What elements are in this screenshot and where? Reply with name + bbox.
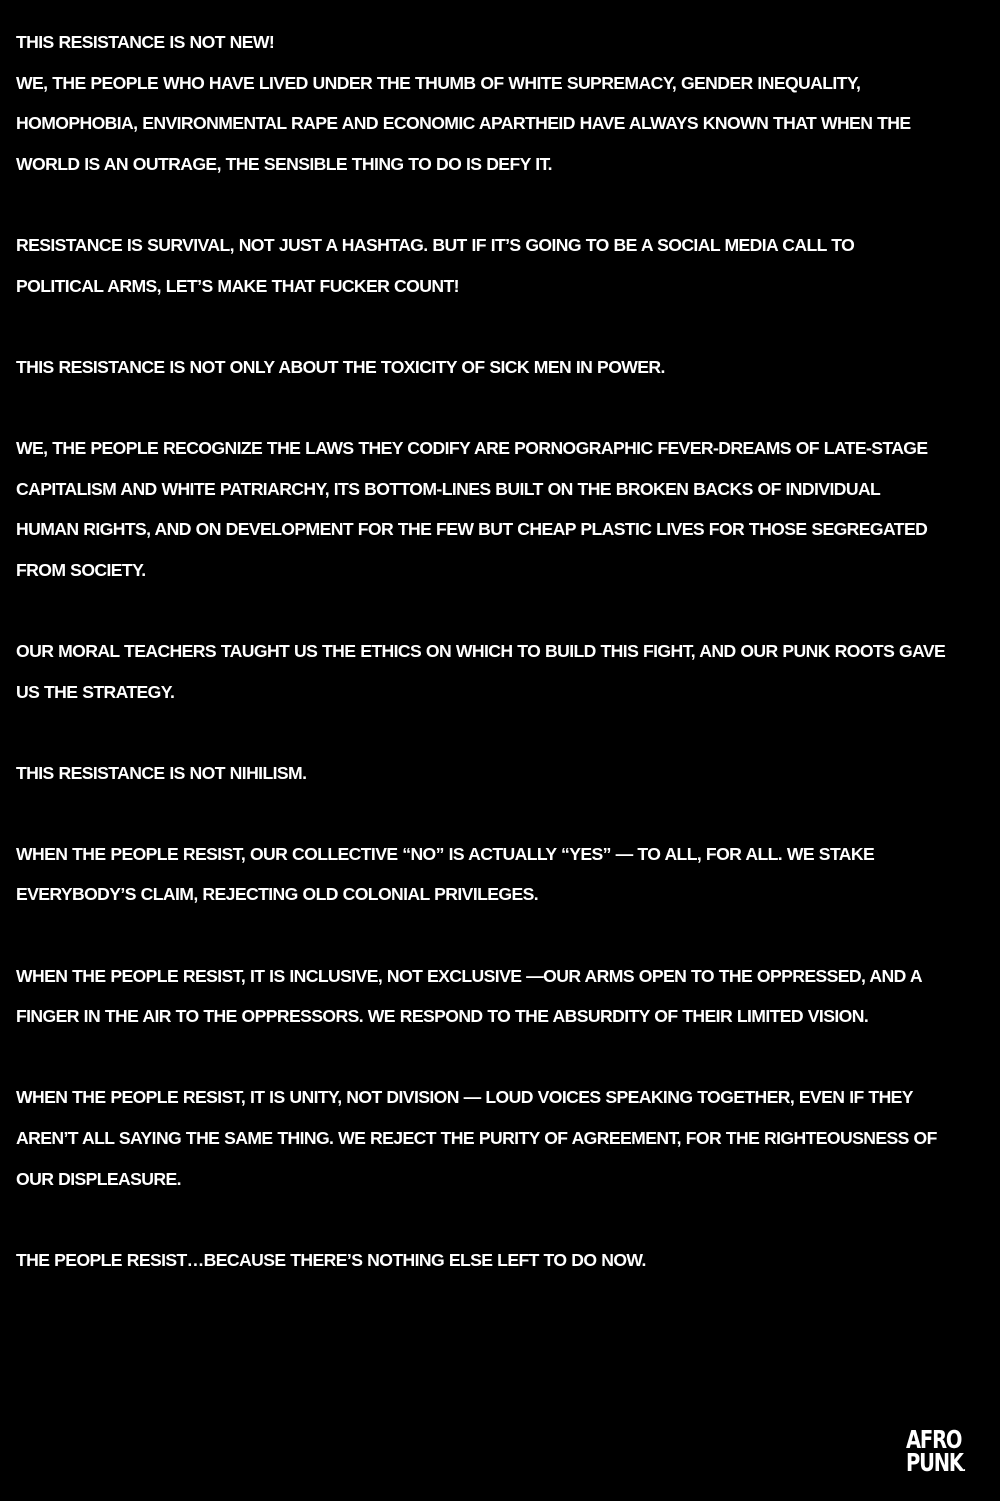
manifesto-paragraph-3: RESISTANCE IS SURVIVAL, NOT JUST A HASHTAG. BUT IF IT’S GOING TO BE A SOCIAL MEDIA CALL TO POLITICAL ARMS, LET’S MAKE THAT FUCKER COUNT!: [16, 234, 855, 296]
afropunk-logo: [906, 1425, 970, 1480]
manifesto-paragraph-1: THIS RESISTANCE IS NOT NEW!: [16, 32, 275, 52]
logo-mark-dot: .: [962, 1463, 966, 1474]
logo-line-punk-wrapper: [906, 1448, 966, 1480]
manifesto-paragraph-5: WE, THE PEOPLE RECOGNIZE THE LAWS THEY CODIFY ARE PORNOGRAPHIC FEVER-DREAMS OF LATE-STAGE CAPITALISM AND WHITE PATRIARCHY, ITS BOTTOM-LINES BUILT ON THE BROKEN BACKS OF INDIVIDUAL HUMAN RIGHTS, AND ON DEVELOPMENT FOR THE FEW BUT CHEAP PLASTIC LIVES FOR THOSE SEGREGATED FROM SOCIETY.: [16, 437, 928, 580]
manifesto-paragraph-6: OUR MORAL TEACHERS TAUGHT US THE ETHICS ON WHICH TO BUILD THIS FIGHT, AND OUR PUNK ROOTS GAVE US THE STRATEGY.: [16, 640, 946, 702]
logo-line-afro: AFRO: [906, 1425, 962, 1454]
manifesto-paragraph-10: WHEN THE PEOPLE RESIST, IT IS UNITY, NOT DIVISION — LOUD VOICES SPEAKING TOGETHER, EVEN IF THEY AREN’T ALL SAYING THE SAME THING. WE REJECT THE PURITY OF AGREEMENT, FOR THE RIGHTEOUSNESS OF OUR DISPLEASURE.: [16, 1087, 937, 1189]
manifesto-paragraph-8: WHEN THE PEOPLE RESIST, OUR COLLECTIVE “NO” IS ACTUALLY “YES” — TO ALL, FOR ALL. WE STAKE EVERYBODY’S CLAIM, REJECTING OLD COLONIAL PRIVILEGES.: [16, 843, 875, 905]
manifesto-paragraph-9: WHEN THE PEOPLE RESIST, IT IS INCLUSIVE, NOT EXCLUSIVE —OUR ARMS OPEN TO THE OPPRESSED, AND A FINGER IN THE AIR TO THE OPPRESSORS. WE RESPOND TO THE ABSURDITY OF THEIR LIMITED VISION.: [16, 965, 922, 1027]
manifesto-paragraph-4: THIS RESISTANCE IS NOT ONLY ABOUT THE TOXICITY OF SICK MEN IN POWER.: [16, 356, 665, 377]
manifesto-paragraph-11: THE PEOPLE RESIST…BECAUSE THERE’S NOTHING ELSE LEFT TO DO NOW.: [16, 1249, 646, 1270]
manifesto-paragraph-7: THIS RESISTANCE IS NOT NIHILISM.: [16, 762, 307, 783]
manifesto-paragraph-2: WE, THE PEOPLE WHO HAVE LIVED UNDER THE THUMB OF WHITE SUPREMACY, GENDER INEQUALITY, HOMOPHOBIA, ENVIRONMENTAL RAPE AND ECONOMIC APARTHEID HAVE ALWAYS KNOWN THAT WHEN THE WORLD IS AN OUTRAGE, THE SENSIBLE THING TO DO IS DEFY IT.: [16, 72, 911, 174]
manifesto-text: [16, 22, 946, 1321]
logo-line-punk: PUNK: [906, 1448, 963, 1477]
